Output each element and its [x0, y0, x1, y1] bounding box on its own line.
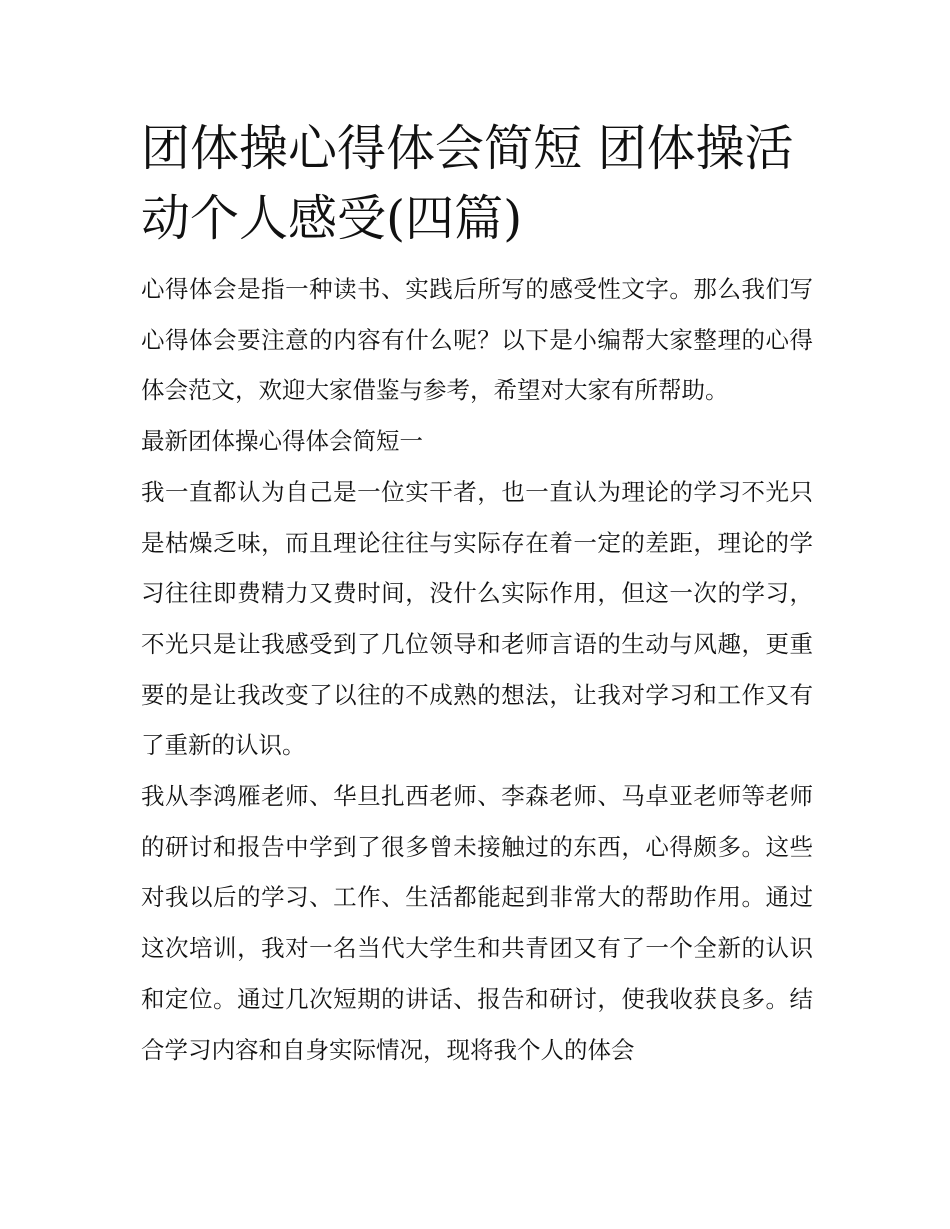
body-paragraph-1: 我一直都认为自己是一位实干者，也一直认为理论的学习不光只是枯燥乏味，而且理论往往与实际存在着一定的差距，理论的学习往往即费精力又费时间，没什么实际作用，但这一次的学习，不光只是让我感受到了几位领导和老师言语的生动与风趣，更重要的是让我改变了以往的不成熟的想法，让我对学习和工作又有了重新的认识。 [141, 477, 813, 760]
section-heading: 最新团体操心得体会简短一 [141, 427, 423, 456]
document-body [141, 264, 813, 1075]
intro-paragraph: 心得体会是指一种读书、实践后所写的感受性文字。那么我们写心得体会要注意的内容有什么呢？以下是小编帮大家整理的心得体会范文，欢迎大家借鉴与参考，希望对大家有所帮助。 [141, 275, 813, 405]
document-title: 团体操心得体会简短 团体操活动个人感受(四篇) [141, 120, 794, 247]
document-content [141, 114, 813, 1075]
body-paragraph-2: 我从李鸿雁老师、华旦扎西老师、李森老师、马卓亚老师等老师的研讨和报告中学到了很多曾未接触过的东西，心得颇多。这些对我以后的学习、工作、生活都能起到非常大的帮助作用。通过这次培训，我对一名当代大学生和共青团又有了一个全新的认识和定位。通过几次短期的讲话、报告和研讨，使我收获良多。结合学习内容和自身实际情况，现将我个人的体会 [141, 782, 813, 1064]
